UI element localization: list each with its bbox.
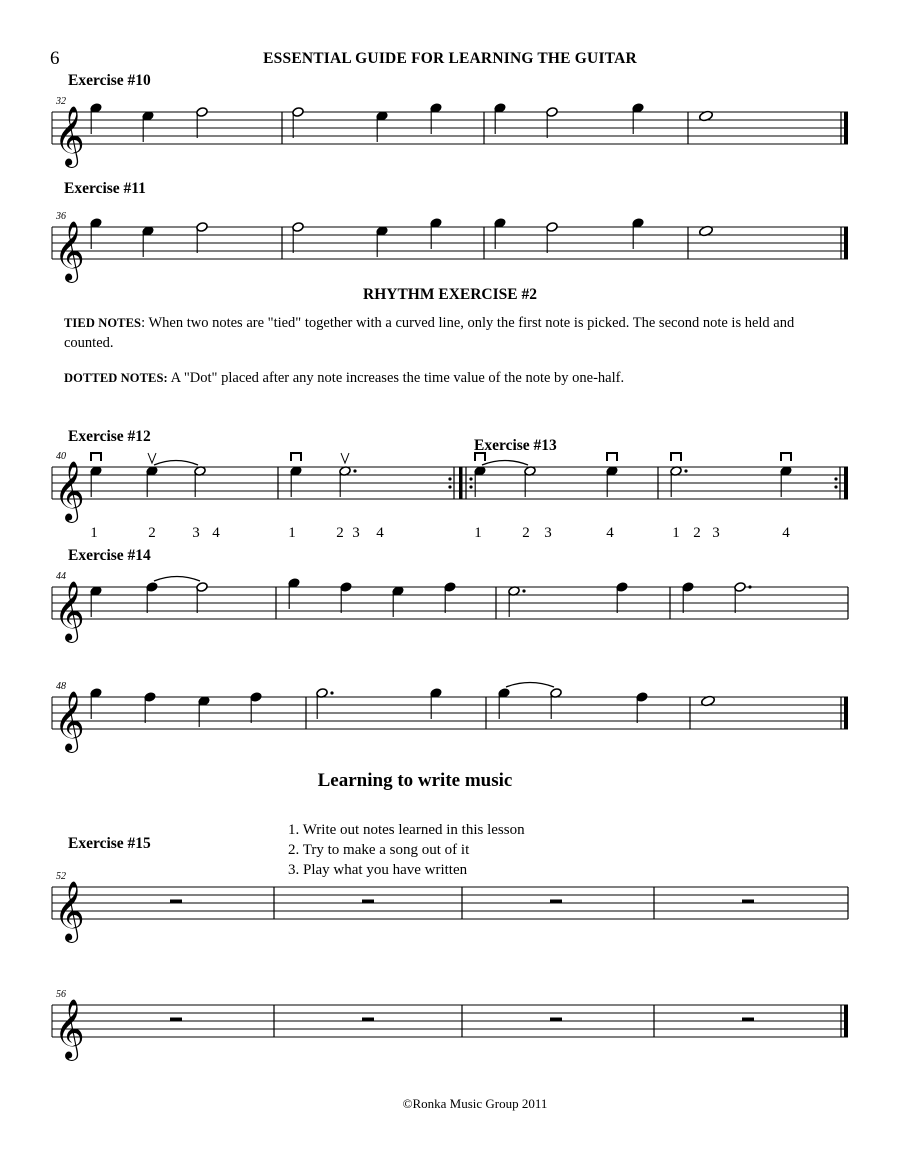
- whole-rest: [550, 1018, 562, 1022]
- repeat-start-thick: [459, 467, 463, 499]
- whole-rest: [170, 900, 182, 904]
- page-title: ESSENTIAL GUIDE FOR LEARNING THE GUITAR: [263, 50, 637, 67]
- exercise-10-staff: [0, 100, 900, 170]
- treble-clef-icon: 𝄞: [54, 461, 85, 521]
- repeat-dot: [448, 477, 451, 480]
- tied-notes-text: : When two notes are "tied" together with a curved line, only the first note is picked. The second note is held and counted.: [64, 315, 795, 351]
- down-bow-icon: [671, 453, 681, 461]
- measure-number: 52: [56, 871, 66, 882]
- count-number: 3: [192, 525, 200, 541]
- count-number: 3: [712, 525, 720, 541]
- learning-to-write-title: Learning to write music: [317, 770, 513, 791]
- whole-rest: [362, 1018, 374, 1022]
- tie-curve: [154, 577, 200, 582]
- final-bar-thick: [844, 1005, 848, 1037]
- up-bow-icon: [148, 453, 156, 463]
- tied-notes-term: TIED NOTES: [64, 316, 142, 330]
- exercise-11-label: Exercise #11: [64, 180, 146, 197]
- rhythm-exercise-title: RHYTHM EXERCISE #2: [363, 286, 537, 303]
- exercise-15-staff: [0, 875, 900, 945]
- count-number: 2: [148, 525, 156, 541]
- writing-step: 1. Write out notes learned in this lesson: [288, 822, 525, 838]
- count-number: 4: [782, 525, 790, 541]
- exercise-14-label: Exercise #14: [68, 547, 151, 564]
- repeat-dot: [834, 485, 837, 488]
- down-bow-icon: [91, 453, 101, 461]
- measure-number: 56: [56, 989, 66, 1000]
- treble-clef-icon: 𝄞: [54, 221, 85, 281]
- down-bow-icon: [291, 453, 301, 461]
- exercise-12-label: Exercise #12: [68, 428, 151, 445]
- count-number: 3: [544, 525, 552, 541]
- writing-step: 2. Try to make a song out of it: [288, 842, 470, 858]
- count-number: 2: [693, 525, 701, 541]
- count-number: 3: [352, 525, 360, 541]
- repeat-dot: [448, 485, 451, 488]
- writing-steps-list: [288, 820, 525, 880]
- treble-clef-icon: 𝄞: [54, 106, 85, 166]
- down-bow-icon: [781, 453, 791, 461]
- whole-rest: [170, 1018, 182, 1022]
- exercise-13-label: Exercise #13: [474, 437, 557, 454]
- treble-clef-icon: 𝄞: [54, 999, 85, 1059]
- tie-curve: [154, 461, 198, 466]
- down-bow-icon: [607, 453, 617, 461]
- up-bow-icon: [341, 453, 349, 463]
- exercise-14-continuation-staff: [0, 685, 900, 755]
- whole-rest: [550, 900, 562, 904]
- repeat-dot: [469, 485, 472, 488]
- exercise-11-staff: [0, 215, 900, 285]
- augmentation-dot: [353, 469, 356, 472]
- exercise-10-label: Exercise #10: [68, 72, 151, 89]
- exercise-15-continuation-staff: [0, 993, 900, 1063]
- whole-rest: [742, 900, 754, 904]
- exercise-15-label: Exercise #15: [68, 835, 151, 852]
- count-number: 1: [90, 525, 98, 541]
- measure-number: 32: [56, 96, 66, 107]
- augmentation-dot: [748, 585, 751, 588]
- writing-step: 3. Play what you have written: [288, 862, 468, 878]
- treble-clef-icon: 𝄞: [54, 881, 85, 941]
- count-number: 1: [288, 525, 296, 541]
- repeat-end-thick: [844, 467, 848, 499]
- page-number: 6: [50, 48, 60, 69]
- repeat-dot: [834, 477, 837, 480]
- exercise-14-staff: [0, 575, 900, 645]
- whole-rest: [362, 900, 374, 904]
- count-number: 4: [376, 525, 384, 541]
- down-bow-icon: [475, 453, 485, 461]
- tie-curve: [482, 461, 528, 466]
- augmentation-dot: [684, 469, 687, 472]
- augmentation-dot: [522, 589, 525, 592]
- measure-number: 36: [56, 211, 66, 222]
- dotted-notes-text: A "Dot" placed after any note increases the time value of the note by one-half.: [167, 370, 625, 386]
- tie-curve: [506, 683, 554, 688]
- repeat-dot: [469, 477, 472, 480]
- final-bar-thick: [844, 697, 848, 729]
- final-bar-thick: [844, 112, 848, 144]
- tied-notes-paragraph: [64, 313, 844, 353]
- count-number: 1: [474, 525, 482, 541]
- treble-clef-icon: 𝄞: [54, 581, 85, 641]
- treble-clef-icon: 𝄞: [54, 691, 85, 751]
- copyright-footer: ©Ronka Music Group 2011: [402, 1096, 548, 1111]
- count-number: 2: [336, 525, 344, 541]
- count-number: 1: [672, 525, 680, 541]
- augmentation-dot: [330, 691, 333, 694]
- count-number: 4: [606, 525, 614, 541]
- measure-number: 44: [56, 571, 66, 582]
- measure-number: 48: [56, 681, 66, 692]
- exercise-12-13-staff: [0, 455, 900, 550]
- final-bar-thick: [844, 227, 848, 259]
- count-number: 2: [522, 525, 530, 541]
- measure-number: 40: [56, 451, 66, 462]
- dotted-notes-term: DOTTED NOTES:: [64, 371, 168, 385]
- dotted-notes-paragraph: [64, 368, 844, 388]
- whole-rest: [742, 1018, 754, 1022]
- count-number: 4: [212, 525, 220, 541]
